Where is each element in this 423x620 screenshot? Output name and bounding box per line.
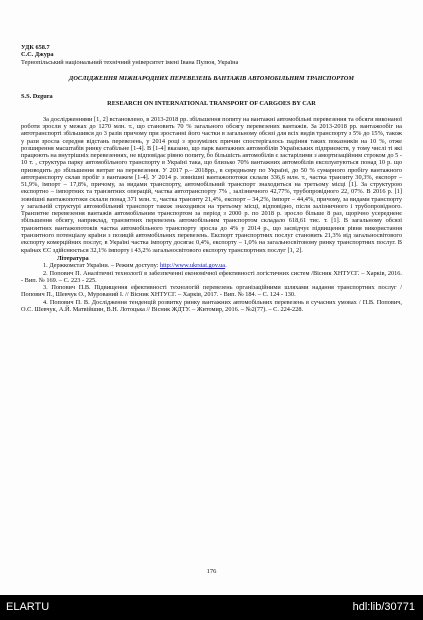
reference-number: 1. [43, 262, 48, 270]
page-number: 176 [206, 568, 217, 575]
reference-number: 2. [43, 269, 48, 277]
reference-text: Попович П. Аналітичні технології в забезпеченні економічної ефективності логістичних систем /Вісник ХНТУСГ. – Харків, 2016. - Вип. № 169. – С. 223 - 225. [21, 269, 403, 284]
reference-text: Попович П.В. Підвищення ефективності технологій перевезень організаційними шляхами надання транспортних послуг / Попович П., Шевчук О., Мурований І. // Вісник ХНТУСГ. – Харків, 2017. - Вип. № 184. – С. 124 - 130. [21, 284, 402, 299]
reference-tail: . [225, 262, 227, 270]
reference-item [21, 270, 402, 285]
author-ua: С.С. Джура [21, 51, 54, 59]
title-ua: ДОСЛІДЖЕННЯ МІЖНАРОДНИХ ПЕРЕВЕЗЕНЬ ВАНТАЖІВ АВТОМОБІЛЬНИМ ТРАНСПОРТОМ [69, 75, 354, 83]
author-en: S.S. Dzgura [21, 92, 53, 100]
reference-number: 4. [43, 298, 48, 306]
references-list [21, 262, 402, 313]
reference-item [21, 299, 402, 314]
footer-repository-label: ELARTU [6, 601, 50, 613]
reference-item [21, 284, 402, 299]
reference-text: Попович П. В. Дослідження тенденцій розвитку ринку вантажних автомобільних перевезень в сучасних умовах / П.В. Попович, О.С. Шевчук, А.Й. Матвійшин, В.Н. Лотоцька // Вісник ЖДТУ. – Житомир, 2016. – №2(77). – С. 224-228. [21, 298, 403, 313]
reference-text: Держкомстат України. – Режим доступу: [49, 262, 159, 270]
references-heading: Література [57, 254, 89, 262]
reference-item [21, 262, 402, 269]
paper-page [21, 44, 402, 313]
body-paragraph: За дослідженнями [1, 2] встановлено, в 2013-2018 рр. збільшення попиту на вантажні автомобільні перевезення та обсяги виконаної роботи зросли у межах до 1270 млн. т., що становить 70 % загального обсягу перевезених вантажів. За 2013-2018 рр. вантажообіг на автотранспорті збільшився до 3 разів причому при зростанні його частки в загальному обсязі для всіх видів транспорту з 5% до 15%, також у рази зросла середня відстань перевезень, у 2014 році з зрозумілих причин спостерігалось падіння таких показників на 10 %, отже розширення масштабів ринку стабільне [1-4]. В [1-4] вказано, що парк вантажних автомобілів Українських підприємств, у тому числі ті які працюють на внутрішніх перевезеннях, не відповідає рівню попиту, бо більшість автомобілів є застарілими з амортизаційним строком до 5 - 10 т. , структура парку автомобільного транспорту в Україні така, що близько 70% вантажних автомобілів експлуатуються понад 10 р. що призводить до збільшення витрат на перевезення. У 2017 р.– 2018рр., в середньому по Україні, до 50 % сумарного пробігу вантажного автотранспорту склав пробіг з вантажем [1-4]. У 2014 р. зовнішні вантажопотоки склали 336,6 млн. т., частка транзиту 30,3%, експорт – 51,9%, імпорт – 17,8%, причому, за видами транспорту, автомобільний транспорт знаходиться на третьому місці [1]. За структурою експортно – імпортних та транзитних операцій, частка автотранспорту 7% , залізничного 42,77%, трубопровідного 22, 07%. В 2016 р. [1] зовнішні вантажопотоки склали понад 371 млн. т., частка транзиту 21,4%, експорт – 34,2%, імпорт – 44,4%, причому, за видами транспорту у загальній структурі автомобільний транспорт також знаходився на третьому місці, відповідно, після залізничного і трубопровідного. Транзитне перевезення вантажів автомобільним транспортом за період з 2000 р. по 2018 р. зросло більше 8 раз, щорічно усередненє збільшення обсягу, наприклад, транзитних перевезень автомобільним транспортом складало 618,61 тис. т. [1]. В загальному обсязі транзитних вантажопотоків частка автомобільного транспорту зросла до 4% у 2014 р., що засвідчує підвищення рівня використання транзитного потенціалу країни з позицій автомобільних перевезень. Експорт транспортних послуг становить 21,3% від загальносвітового експорту комерційних послуг, в Україні частка імпорту досягає 0,4%, експорту – 1,0% на загальносвітовому ринку транспортних послуг. В країнах ЄС здійснюється 32,1% імпорту і 43,2% загальносвітового експорту транспортних послуг [1, 2]. [21, 115, 402, 254]
footer-bar [0, 595, 423, 620]
title-en: RESEARCH ON INTERNATIONAL TRANSPORT OF CARGOES BY CAR [107, 100, 316, 108]
reference-number: 3. [43, 284, 48, 292]
udk-code: УДК 658.7 [21, 44, 50, 51]
reference-link[interactable]: http://www.ukrstat.gov.ua [159, 262, 226, 270]
affiliation: Тернопільський національний технічний університет імені Івана Пулюя, Україна [21, 58, 239, 66]
footer-handle: hdl:lib/30771 [352, 601, 415, 613]
